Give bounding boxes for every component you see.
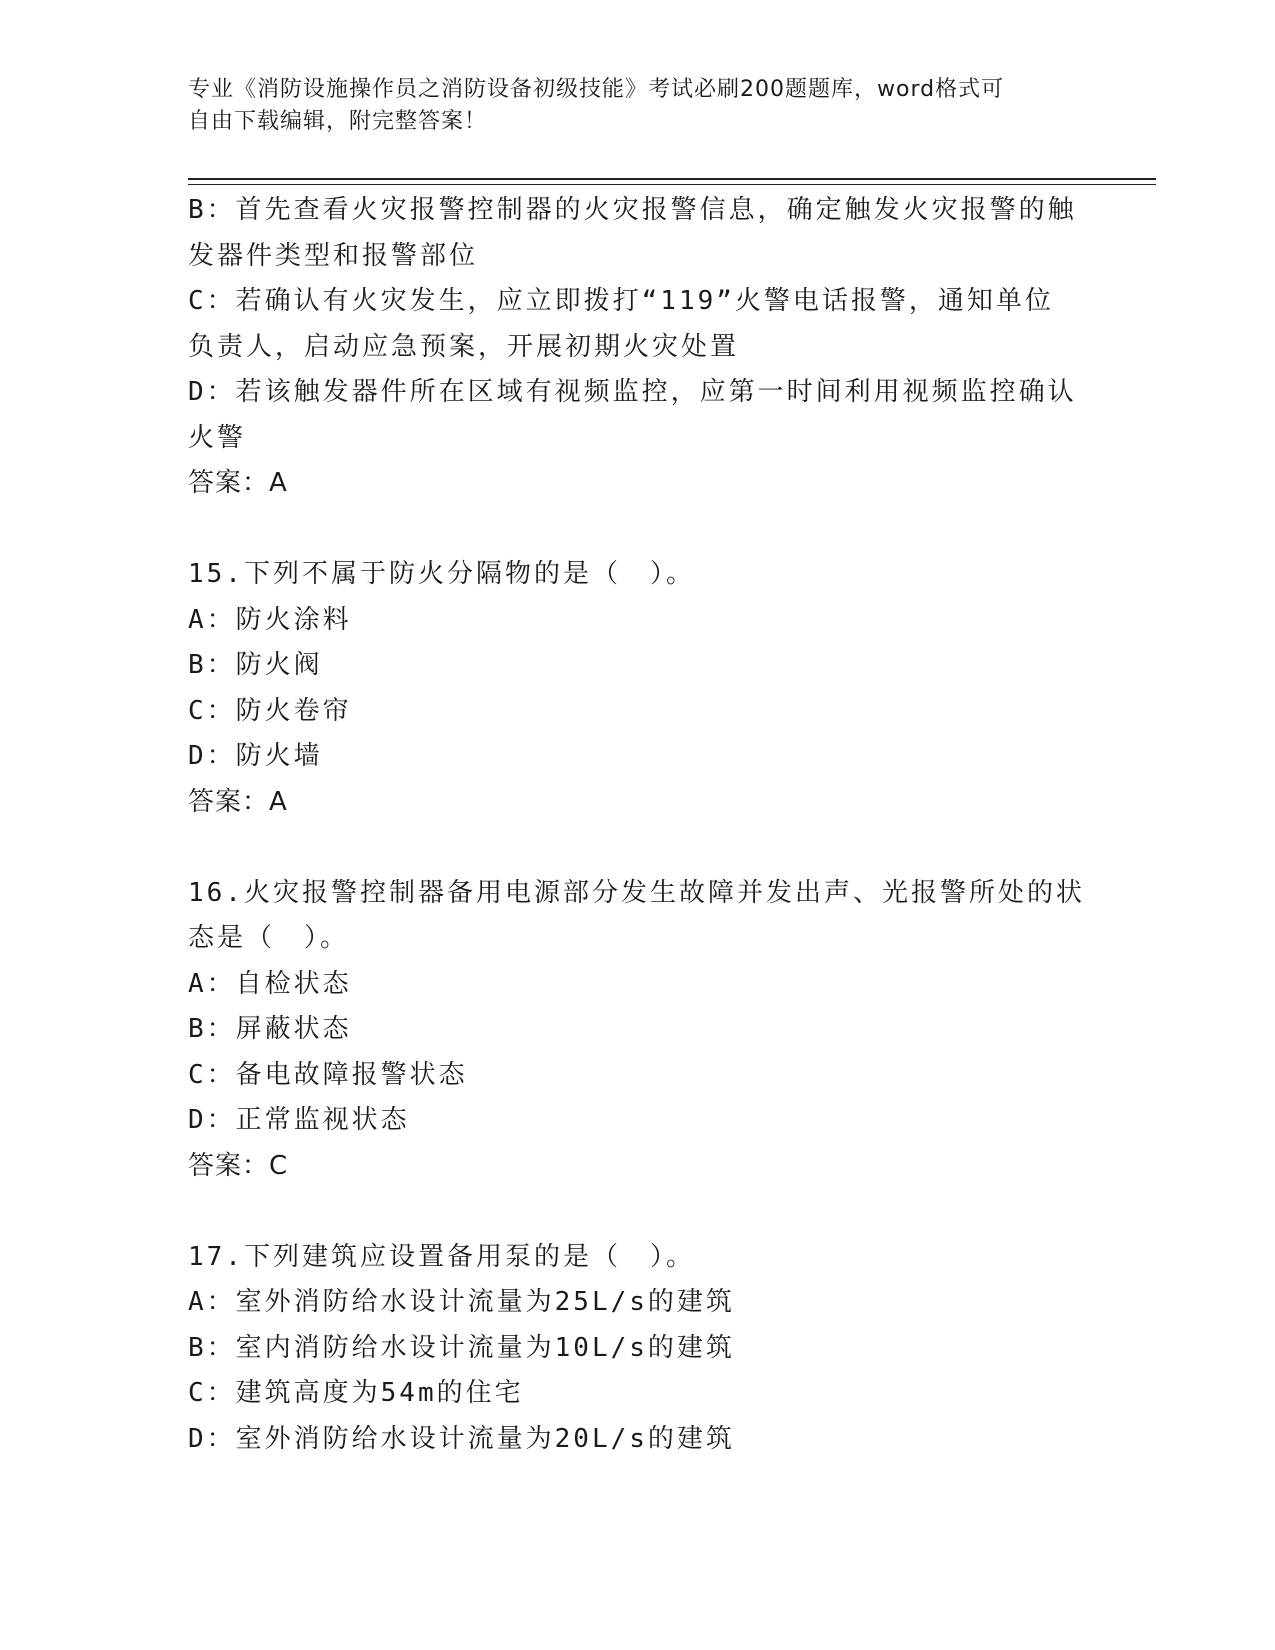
option-c: C：建筑高度为54m的住宅 [188, 1378, 524, 1408]
header-rule-thick [188, 178, 1156, 180]
question-17 [188, 1235, 1088, 1463]
option-a: A：室外消防给水设计流量为25L/s的建筑 [188, 1287, 735, 1317]
option-d: D：防火墙 [188, 741, 323, 771]
option-b-cont: 发器件类型和报警部位 [188, 240, 479, 271]
answer: 答案：A [188, 786, 288, 817]
spacer [188, 507, 1088, 553]
option-b: B：室内消防给水设计流量为10L/s的建筑 [188, 1332, 735, 1363]
question-stem-cont: 态是（ ）。 [188, 923, 350, 953]
answer: 答案：C [188, 1150, 289, 1181]
option-b: B：防火阀 [188, 650, 323, 680]
option-c: C：若确认有火灾发生，应立即拨打“119”火警电话报警，通知单位 [188, 286, 1054, 316]
question-15 [188, 552, 1088, 825]
header-rule-thin [188, 184, 1156, 185]
option-c-cont: 负责人，启动应急预案，开展初期火灾处置 [188, 331, 740, 362]
option-d: D：室外消防给水设计流量为20L/s的建筑 [188, 1423, 735, 1454]
option-c: C：备电故障报警状态 [188, 1059, 468, 1090]
option-c: C：防火卷帘 [188, 695, 352, 726]
option-b: B：首先查看火灾报警控制器的火灾报警信息，确定触发火灾报警的触 [188, 195, 1077, 225]
spacer [188, 1189, 1088, 1235]
option-a: A：自检状态 [188, 968, 352, 999]
question-stem: 15.下列不属于防火分隔物的是（ ）。 [188, 559, 695, 589]
header-line-2: 自由下载编辑，附完整答案！ [188, 109, 488, 134]
question-content [188, 188, 1088, 1462]
document-header [188, 74, 1068, 138]
option-b: B：屏蔽状态 [188, 1014, 352, 1044]
prev-question [188, 188, 1088, 507]
option-d-cont: 火警 [188, 422, 247, 453]
option-d: D：正常监视状态 [188, 1105, 410, 1135]
question-stem: 17.下列建筑应设置备用泵的是（ ）。 [188, 1241, 695, 1272]
option-a: A：防火涂料 [188, 604, 352, 635]
header-line-1: 专业《消防设施操作员之消防设备初级技能》考试必刷200题题库，word格式可 [188, 77, 1005, 102]
question-16 [188, 871, 1088, 1190]
question-stem: 16.火灾报警控制器备用电源部分发生故障并发出声、光报警所处的状 [188, 877, 1085, 908]
spacer [188, 825, 1088, 871]
option-d: D：若该触发器件所在区域有视频监控，应第一时间利用视频监控确认 [188, 377, 1077, 407]
answer: 答案：A [188, 468, 288, 498]
